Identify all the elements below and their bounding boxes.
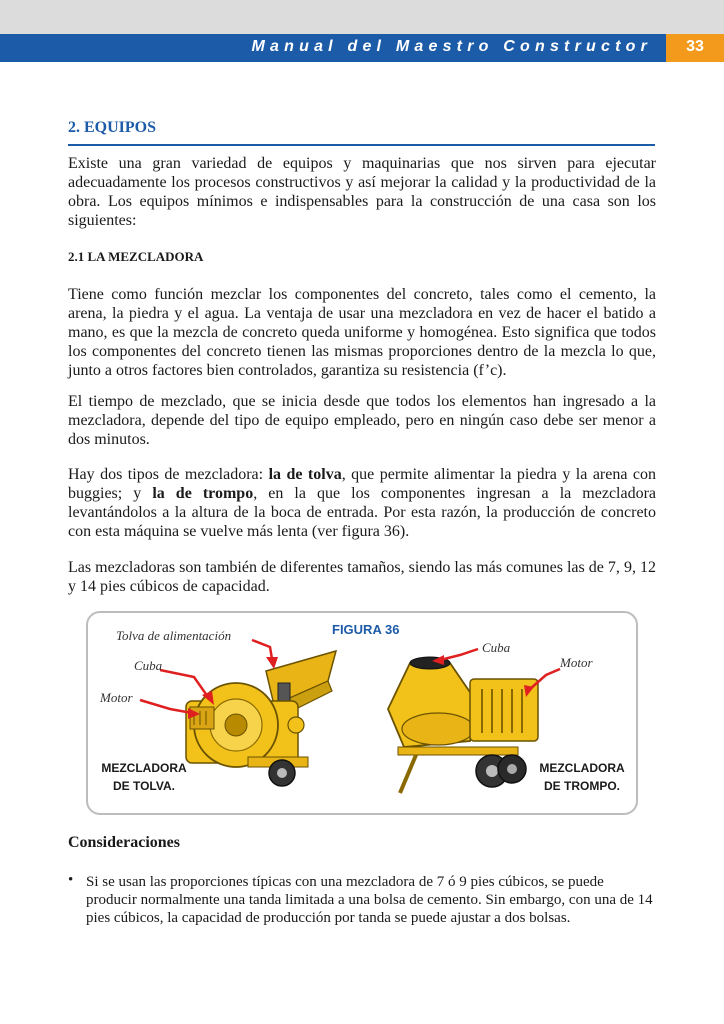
bold-term-tolva: la de tolva bbox=[268, 466, 342, 483]
name-line: DE TROMPO. bbox=[543, 779, 620, 793]
page-number: 33 bbox=[686, 38, 704, 55]
intro-paragraph: Existe una gran variedad de equipos y maquinarias que nos sirven para ejecutar adecuadamente los procesos constructivos y así mejorar la calidad y la productividad de la obra. Los equipos mínimos e indispensables para la construcción de una casa son los siguientes: bbox=[68, 155, 656, 229]
label-motor-left: Motor bbox=[100, 690, 133, 705]
label-motor-right: Motor bbox=[560, 655, 593, 670]
top-margin-band bbox=[0, 0, 724, 34]
figure-36 bbox=[86, 611, 638, 815]
bullet-marker: • bbox=[68, 872, 74, 888]
text-run: Hay dos tipos de mezcladora: bbox=[68, 466, 269, 483]
figure-title: FIGURA 36 bbox=[332, 622, 400, 637]
mixer-types-paragraph bbox=[68, 465, 656, 541]
consideration-item: Si se usan las proporciones típicas con una mezcladora de 7 ó 9 pies cúbicos, se puede producir normalmente una tanda limitada a una bolsa de cemento. Sin embargo, con una de 14 pies cúbicos, la capacidad de producción por tanda se puede ajustar a dos bolsas. bbox=[86, 874, 653, 926]
label-drum-right: Cuba bbox=[482, 640, 511, 655]
text-run: , en la que los componentes ingresan a la mezcladora levantándolos a la altura de la boca de entrada. Por esta razón, la producción de concreto con esta máquina se vuelve más lenta (ver figura 36). bbox=[68, 485, 657, 540]
section-divider bbox=[68, 144, 655, 146]
text-run: , que permite alimentar la piedra y la arena con buggies; y bbox=[68, 466, 657, 502]
subsection-title: 2.1 LA MEZCLADORA bbox=[68, 249, 204, 264]
label-drum-left: Cuba bbox=[134, 658, 163, 673]
label-hopper: Tolva de alimentación bbox=[116, 628, 232, 643]
mixer-sizes-paragraph: Las mezcladoras son también de diferentes tamaños, siendo las más comunes las de 7, 9, 12 y 14 pies cúbicos de capacidad. bbox=[68, 559, 656, 595]
mixer-paragraph-2: El tiempo de mezclado, que se inicia desde que todos los elementos han ingresado a la mezcladora, depende del tipo de equipo empleado, pero en ningún caso debe ser menor a dos minutos. bbox=[68, 393, 656, 448]
book-title: Manual del Maestro Constructor bbox=[251, 38, 652, 55]
name-line: DE TOLVA. bbox=[112, 779, 175, 793]
considerations-title: Consideraciones bbox=[68, 834, 180, 851]
section-title: 2. EQUIPOS bbox=[68, 119, 157, 136]
mixer-paragraph-1: Tiene como función mezclar los componentes del concreto, tales como el cemento, la arena, la piedra y el agua. La ventaja de usar una mezcladora en vez de hacer el batido a mano, es que la mezcla de concreto queda uniforme y homogénea. Esto significa que todos los componentes del concreto tienen las mismas proporciones dentro de la mezcla lo que, junto a otros factores bien controlados, garantiza su resistencia (f’c). bbox=[68, 286, 656, 379]
drum-mixer-drawing bbox=[388, 657, 538, 793]
name-line: MEZCLADORA bbox=[101, 761, 187, 775]
name-line: MEZCLADORA bbox=[539, 761, 625, 775]
bold-term-trompo: la de trompo bbox=[152, 485, 254, 502]
hopper-mixer-drawing bbox=[186, 651, 336, 786]
page-header bbox=[0, 34, 724, 62]
name-drum-mixer bbox=[532, 759, 632, 795]
name-hopper-mixer bbox=[94, 759, 194, 795]
